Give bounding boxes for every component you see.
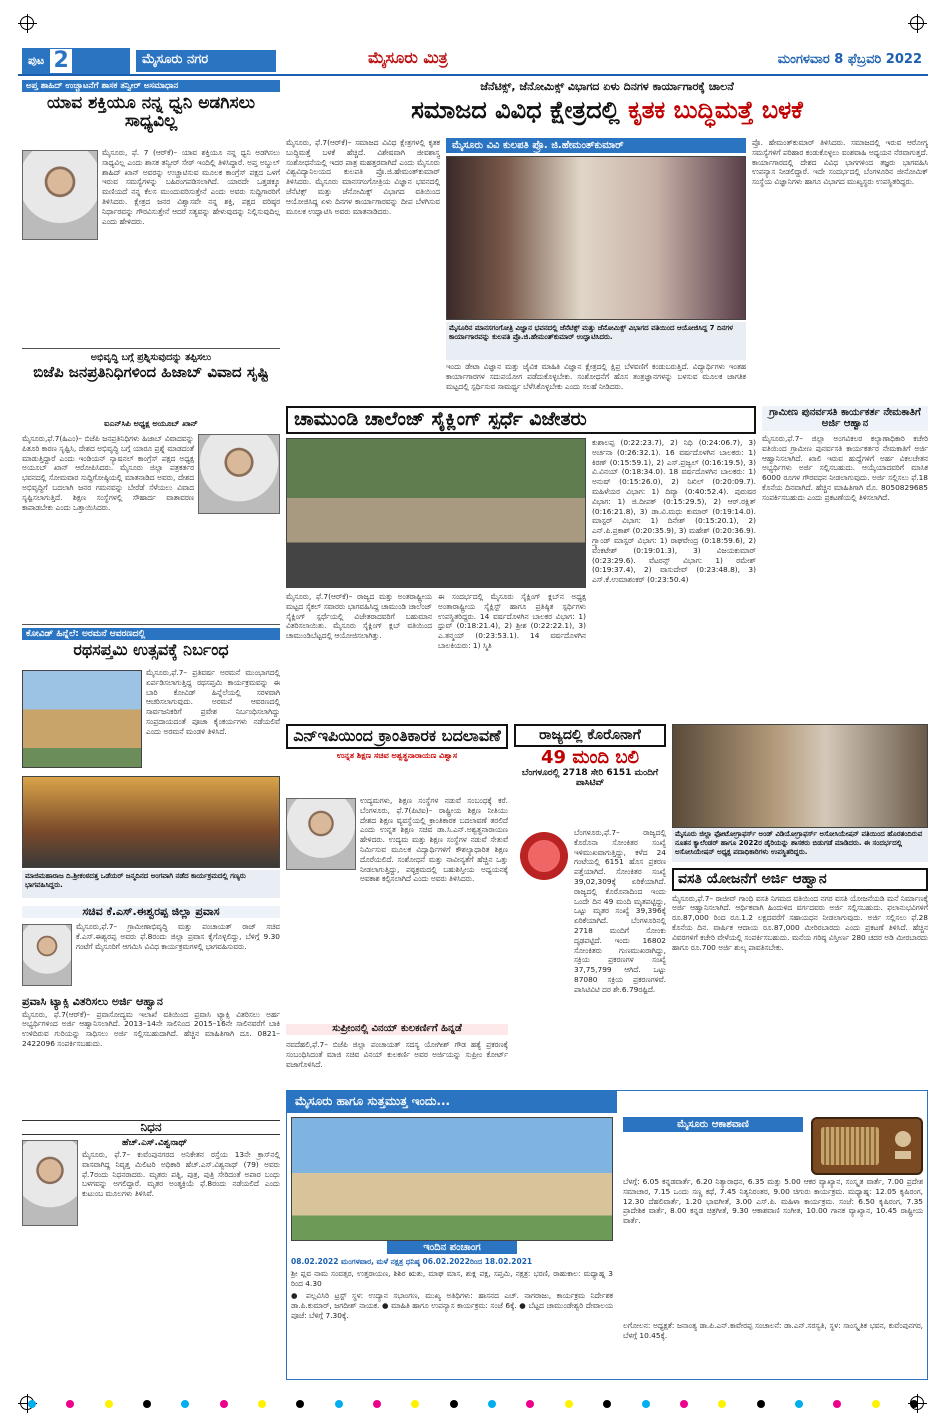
page-number: 2	[50, 49, 72, 73]
lead-headline-red: ಕೃತಕ ಬುದ್ಧಿಮತ್ತೆ ಬಳಕೆ	[628, 96, 803, 124]
registration-mark-icon	[20, 16, 34, 30]
photo-caption: ಮೈಸೂರು ಜಿಲ್ಲಾ ಫೋಟೋಗ್ರಾಫರ್ಸ್ ಅಂಡ್ ವಿಡಿಯೋಗ್ರಾಫರ್ಸ್ ಅಸೋಸಿಯೇಷನ್ ವತಿಯಿಂದ ಹೊರತಂದಿರುವ ನೂತನ ಕ್ಯಾಲೆಂಡರ್ ಹಾಗೂ 2022ರ ಡೈರಿಯನ್ನು ಶಾಸಕರು ಬಿಡುಗಡೆ ಮಾಡಿದರು. ಈ ಸಂದರ್ಭದಲ್ಲಿ ಅಸೋಸಿಯೇಷನ್ ಅಧ್ಯಕ್ಷ ಪದಾಧಿಕಾರಿಗಳು ಉಪಸ್ಥಿತರಿದ್ದರು.	[672, 828, 928, 862]
obit-body: ಮೈಸೂರು, ಫೆ.7– ಕುವೆಂಪುನಗರದ ಅನಿಕೇತನ ರಸ್ತೆಯ 13ನೇ ಕ್ರಾಸ್‌ನಲ್ಲಿ ವಾಸವಾಗಿದ್ದ ನಿವೃತ್ತ ಮಿಲಿಟರಿ ಅಧಿಕಾರಿ ಹೆಚ್.ಎಸ್.ವಿಶ್ವನಾಥ್ (79) ಅವರು ಫೆ.7ರಂದು ನಿಧನರಾದರು. ಮೃತರು ಪತ್ನಿ, ಪುತ್ರ, ಪುತ್ರಿ ಸೇರಿದಂತೆ ಅಪಾರ ಬಂಧು ಬಳಗವನ್ನು ಅಗಲಿದ್ದಾರೆ. ಮೃತರ ಅಂತ್ಯಕ್ರಿಯೆ ಫೆ.8ರಂದು ನಡೆಯಲಿದೆ ಎಂದು ಕುಟುಂಬ ಮೂಲಗಳು ತಿಳಿಸಿವೆ.	[82, 1150, 280, 1199]
obituary	[22, 1120, 280, 1228]
radio-title: ಮೈಸೂರು ಆಕಾಶವಾಣಿ	[623, 1117, 803, 1132]
story-headline: ಬಿಜೆಪಿ ಜನಪ್ರತಿನಿಧಿಗಳಿಂದ ಹಿಜಾಬ್ ವಿವಾದ ಸೃಷ್ಟಿ	[33, 365, 269, 381]
covid-subhead: ಬೆಂಗಳೂರಲ್ಲಿ 2718 ಸೇರಿ 6151 ಮಂದಿಗೆ ಪಾಸಿಟಿವ್	[521, 767, 659, 788]
panchanga-body: ಶ್ರೀ ಪ್ಲವ ನಾಮ ಸಂವತ್ಸರ, ಉತ್ತರಾಯಣ, ಶಿಶಿರ ಋತು, ಮಾಘ ಮಾಸ, ಶುಕ್ಲ ಪಕ್ಷ, ಸಪ್ತಮಿ, ನಕ್ಷತ್ರ: ಭರಣಿ, ರಾಹುಕಾಲ: ಮಧ್ಯಾಹ್ನ 3 ರಿಂದ 4.30	[291, 1269, 613, 1288]
story-headline: ಸಚಿವ ಕೆ.ಎಸ್.ಈಶ್ವರಪ್ಪ ಜಿಲ್ಲಾ ಪ್ರವಾಸ	[22, 906, 280, 918]
story-body: ಮೈಸೂರು,ಫೆ.7(ಹಿಎಂ)– ಬಿಜೆಪಿ ಜನಪ್ರತಿನಿಧಿಗಳು ಹಿಜಾಬ್ ವಿವಾದವನ್ನು ಪಿತೂರಿ ಕಾರಣ ಸೃಷ್ಟಿಸಿ, ದೇಶದ ಅಭಿವೃದ್ಧಿ ಬಗ್ಗೆ ಯಾರೂ ಪ್ರಶ್ನೆ ಮಾಡದಂತೆ ಮಾಡುತ್ತಿದ್ದಾರೆ ಎಂದು ಇಂಡಿಯನ್ ನ್ಯಾಷನಲ್ ಕಾಂಗ್ರೆಸ್ ಪಕ್ಷದ ಅಧ್ಯಕ್ಷ ಅಯೂಬ್ ಖಾನ್ ಆರೋಪಿಸಿದರು. ಮೈಸೂರು ಜಿಲ್ಲಾ ಪತ್ರಕರ್ತರ ಭವನದಲ್ಲಿ ಸೋಮವಾರ ಸುದ್ದಿಗೋಷ್ಠಿಯಲ್ಲಿ ಮಾತನಾಡಿದ ಅವರು, ದೇಶದ ಅಭಿವೃದ್ಧಿಗೆ ಬದಲಾಗಿ ಜನರ ಗಮನವನ್ನು ಬೇರೆಡೆ ಸೆಳೆಯಲು ವಿವಾದ ಸೃಷ್ಟಿಸಲಾಗುತ್ತಿದೆ. ಶಿಕ್ಷಣ ಸಂಸ್ಥೆಗಳಲ್ಲಿ ಸೌಹಾರ್ದ ವಾತಾವರಣ ಕಾಪಾಡಬೇಕು ಎಂದು ಒತ್ತಾಯಿಸಿದರು.	[22, 434, 194, 512]
story-headline: ರಥಸಪ್ತಮಿ ಉತ್ಸವಕ್ಕೆ ನಿರ್ಬಂಧ	[73, 640, 229, 659]
lamp-lighting-photo	[446, 156, 746, 320]
story-body: ಮೈಸೂರು, ಫೆ. 7 (ಆರ್‌ಕೆ)– ಯಾವ ಶಕ್ತಿಯೂ ನನ್ನ ಧ್ವನಿ ಅಡಗಿಸಲು ಸಾಧ್ಯವಿಲ್ಲ ಎಂದು ಶಾಸಕ ತನ್ವೀರ್ ಸೇಠ್ ಇಂದಿಲ್ಲಿ ತಿಳಿಸಿದ್ದಾರೆ. ಅಪ್ತ ಅಬ್ದುಲ್ ಶಾಹಿದ್ ಖಾನ್ ಅವರನ್ನು ಉಚ್ಚಾಟಿಸುವ ಮೂಲಕ ಕಾಂಗ್ರೆಸ್ ಪಕ್ಷದ ಒಳಗೆ ಇರುವ ಸಮಸ್ಯೆಗಳನ್ನು ಬಹಿರಂಗಪಡಿಸಲಾಗಿದೆ. ಯಾರದೇ ಒತ್ತಡಕ್ಕೂ ಮಣಿಯದೆ ನನ್ನ ಕೆಲಸ ಮುಂದುವರಿಸುತ್ತೇನೆ ಎಂದು ಅವರು ಸುದ್ದಿಗಾರರಿಗೆ ತಿಳಿಸಿದರು. ಕ್ಷೇತ್ರದ ಜನರ ವಿಶ್ವಾಸವೇ ನನ್ನ ಶಕ್ತಿ, ಪಕ್ಷದ ವರಿಷ್ಠರ ನಿರ್ಧಾರವನ್ನು ಗೌರವಿಸುತ್ತೇನೆ ಆದರೆ ಸತ್ಯವನ್ನು ಹೇಳುವುದನ್ನು ನಿಲ್ಲಿಸುವುದಿಲ್ಲ ಎಂದು ಹೇಳಿದರು.	[102, 148, 280, 226]
palace-photo	[22, 670, 142, 768]
page-header	[18, 46, 928, 76]
page-label: ಪುಟ	[28, 54, 45, 67]
story-kicker: ಅಭಿವೃದ್ಧಿ ಬಗ್ಗೆ ಪ್ರಶ್ನಿಸುವುದನ್ನು ತಪ್ಪಿಸಲು	[90, 352, 212, 363]
story-body: ಮೈಸೂರು,ಫೆ.7– ಗ್ರಾಮೀಣಾಭಿವೃದ್ಧಿ ಮತ್ತು ಪಂಚಾಯತ್ ರಾಜ್ ಸಚಿವ ಕೆ.ಎಸ್.ಈಶ್ವರಪ್ಪ ಅವರು ಫೆ.8ರಂದು ಜಿಲ್ಲಾ ಪ್ರವಾಸ ಕೈಗೊಳ್ಳಲಿದ್ದು, ಬೆಳಿಗ್ಗೆ 9.30 ಗಂಟೆಗೆ ಮೈಸೂರಿಗೆ ಆಗಮಿಸಿ ವಿವಿಧ ಕಾರ್ಯಕ್ರಮಗಳಲ್ಲಿ ಭಾಗವಹಿಸುವರು.	[76, 922, 280, 951]
events-list: ● ಪಲ್ಲವಿಸಿರಿ ಟ್ರಸ್ಟ್ ಸ್ಥಳ: ಉದ್ಯಾನ ಸಭಾಂಗಣ, ಮುಖ್ಯ ಅತಿಥಿಗಳು: ಹಾಸನದ ಎಚ್. ನಾಗರಾಜು, ಕಾರ್ಯಕ್ರಮ ನಿರ್ದೇಶಕ ಡಾ.ಪಿ.ಕುಮಾರ್, ಜಗದೀಶ್ ನಾಯಕ. ● ಮಾಹಿತಿ ಹಾಗೂ ಉಪನ್ಯಾಸ ಕಾರ್ಯಕ್ರಮ: ಸಂಜೆ 6ಕ್ಕೆ. ● ಬೆಟ್ಟದ ಚಾಮುಂಡೇಶ್ವರಿ ದೇವಾಲಯ ಪೂಜೆ: ಬೆಳಿಗ್ಗೆ 7.30ಕ್ಕೆ.	[291, 1291, 613, 1320]
panchanga-title: ಇಂದಿನ ಪಂಚಾಂಗ	[387, 1241, 517, 1254]
issue-date: ಮಂಗಳವಾರ 8 ಫೆಬ್ರವರಿ 2022	[777, 52, 922, 67]
divider	[22, 624, 280, 625]
story-body: ಮೈಸೂರು,ಫೆ.7– ಪ್ರತಿವರ್ಷ ಅರಮನೆ ಮುಂಭಾಗದಲ್ಲಿ ಏರ್ಪಡಿಸಲಾಗುತ್ತಿದ್ದ ರಥಸಪ್ತಮಿ ಕಾರ್ಯಕ್ರಮವನ್ನು ಈ ಬಾರಿ ಕೋವಿಡ್ ಹಿನ್ನೆಲೆಯಲ್ಲಿ ಸರಳವಾಗಿ ಆಚರಿಸಲಾಗುವುದು. ಅರಮನೆ ಆವರಣದಲ್ಲಿ ಸಾರ್ವಜನಿಕರಿಗೆ ಪ್ರವೇಶ ನಿರ್ಬಂಧಿಸಲಾಗಿದ್ದು ಸಂಪ್ರದಾಯದಂತೆ ಪೂಜಾ ಕೈಂಕರ್ಯಗಳು ನಡೆಯಲಿವೆ ಎಂದು ಅರಮನೆ ಮಂಡಳಿ ತಿಳಿಸಿದೆ.	[146, 668, 280, 736]
rural-rehab-story	[762, 406, 928, 718]
obit-title: ನಿಧನ	[22, 1120, 280, 1135]
cycling-story	[286, 406, 756, 718]
nep-second-headline: ಸುಪ್ರೀಂನಲ್ಲಿ ವಿನಯ್ ಕುಲಕರ್ಣಿಗೆ ಹಿನ್ನಡೆ	[286, 1024, 508, 1035]
story-taxi	[22, 996, 280, 1112]
housing-story	[672, 868, 928, 1084]
portrait-photo	[22, 150, 98, 240]
today-section	[286, 1090, 928, 1380]
section-name: ಮೈಸೂರು ನಗರ	[136, 50, 276, 72]
story-body: ಮೈಸೂರು,ಫೆ.7– ಜಿಲ್ಲಾ ಅಂಗವಿಕಲರ ಕಲ್ಯಾಣಾಧಿಕಾರಿ ಕಚೇರಿ ವತಿಯಿಂದ ಗ್ರಾಮೀಣ ಪುನರ್ವಸತಿ ಕಾರ್ಯಕರ್ತರ ನೇಮಕಾತಿಗೆ ಅರ್ಜಿ ಆಹ್ವಾನಿಸಲಾಗಿದೆ. ಖಾಲಿ ಇರುವ ಹುದ್ದೆಗಳಿಗೆ ಅರ್ಹ ವಿಕಲಚೇತನ ಅಭ್ಯರ್ಥಿಗಳು ಅರ್ಜಿ ಸಲ್ಲಿಸಬಹುದು. ಆಯ್ಕೆಯಾದವರಿಗೆ ಮಾಸಿಕ 6000 ರೂಗಳ ಗೌರವಧನ ನೀಡಲಾಗುವುದು. ಅರ್ಜಿ ಸಲ್ಲಿಸಲು ಫೆ.18 ಕೊನೆಯ ದಿನವಾಗಿದೆ. ಹೆಚ್ಚಿನ ಮಾಹಿತಿಗಾಗಿ ಮೊ. 8050829685 ಸಂಪರ್ಕಿಸಬಹುದು ಎಂದು ಪ್ರಕಟಣೆಯಲ್ಲಿ ತಿಳಿಸಲಾಗಿದೆ.	[762, 434, 928, 502]
story-rathasaptami	[22, 628, 280, 900]
covid-story	[514, 724, 666, 1084]
today-band: ಮೈಸೂರು ಹಾಗೂ ಸುತ್ತಮುತ್ತ ಇಂದು...	[287, 1091, 617, 1113]
panchanga-date: 08.02.2022 ಮಂಗಳವಾರ, ಮಳೆ ನಕ್ಷತ್ರ ಧನಿಷ್ಠ 06.02.2022ರಿಂದ 18.02.2021	[291, 1257, 533, 1266]
story-tanveer	[22, 80, 280, 344]
lead-headline	[286, 96, 928, 124]
nep-subhead: ಉನ್ನತ ಶಿಕ್ಷಣ ಸಚಿವ ಅಶ್ವತ್ಥನಾರಾಯಣ ವಿಶ್ವಾಸ	[336, 750, 458, 760]
cyclists-group-photo	[286, 438, 586, 588]
story-headline: ವಸತಿ ಯೋಜನೆಗೆ ಅರ್ಜಿ ಆಹ್ವಾನ	[672, 868, 928, 891]
lead-headline-black: ಸಮಾಜದ ವಿವಿಧ ಕ್ಷೇತ್ರದಲ್ಲಿ	[411, 96, 620, 124]
story-body: ಮೈಸೂರು, ಫೆ.7(ಆರ್‌ಕೆ)– ಪ್ರವಾಸೋದ್ಯಮ ಇಲಾಖೆ ವತಿಯಿಂದ ಪ್ರವಾಸಿ ಟ್ಯಾಕ್ಸಿ ವಿತರಿಸಲು ಅರ್ಹ ಅಭ್ಯರ್ಥಿಗಳಿಂದ ಅರ್ಜಿ ಆಹ್ವಾನಿಸಲಾಗಿದೆ. 2013–14ನೇ ಸಾಲಿನಿಂದ 2015–16ನೇ ಸಾಲಿನವರೆಗೆ ಬಾಕಿ ಉಳಿದಿರುವ ಗುರಿಯನ್ನು ಸಾಧಿಸಲು ಅರ್ಜಿ ಸಲ್ಲಿಸಬಹುದಾಗಿದೆ. ಹೆಚ್ಚಿನ ಮಾಹಿತಿಗಾಗಿ ದೂ. 0821–2422096 ಸಂಪರ್ಕಿಸಬಹುದು.	[22, 1009, 280, 1048]
portrait-photo	[22, 924, 72, 986]
portrait-photo	[198, 434, 280, 514]
story-headline: ಪ್ರವಾಸಿ ಟ್ಯಾಕ್ಸಿ ವಿತರಿಸಲು ಅರ್ಜಿ ಆಹ್ವಾನ	[22, 995, 163, 1008]
story-headline: ಯಾವ ಶಕ್ತಿಯೂ ನನ್ನ ಧ್ವನಿ ಅಡಗಿಸಲು ಸಾಧ್ಯವಿಲ್ಲ	[46, 95, 256, 131]
lead-body-left: ಮೈಸೂರು, ಫೆ.7(ಆರ್‌ಕೆ)– ಸಮಾಜದ ವಿವಿಧ ಕ್ಷೇತ್ರಗಳಲ್ಲಿ ಕೃತಕ ಬುದ್ಧಿಮತ್ತೆ ಬಳಕೆ ಹೆಚ್ಚಿದೆ. ವಿಶೇಷವಾಗಿ ಜೀವಶಾಸ್ತ್ರ ಸಂಶೋಧನೆಯಲ್ಲಿ ಇದರ ಪಾತ್ರ ಮಹತ್ತರವಾಗಿದೆ ಎಂದು ಮೈಸೂರು ವಿಶ್ವವಿದ್ಯಾನಿಲಯದ ಕುಲಪತಿ ಪ್ರೊ.ಜಿ.ಹೇಮಂತ್‌ಕುಮಾರ್ ತಿಳಿಸಿದರು. ಮೈಸೂರು ಮಾನಸಗಂಗೋತ್ರಿಯ ವಿಜ್ಞಾನ ಭವನದಲ್ಲಿ ಜೆನೆಟಿಕ್ಸ್ ಮತ್ತು ಜೆನೋಮಿಕ್ಸ್ ವಿಭಾಗದ ವತಿಯಿಂದ ಆಯೋಜಿಸಿದ್ದ ಏಳು ದಿನಗಳ ಕಾರ್ಯಾಗಾರವನ್ನು ದೀಪ ಬೆಳಗಿಸುವ ಮೂಲಕ ಉದ್ಘಾಟಿಸಿ ಅವರು ಮಾತನಾಡಿದರು.	[286, 138, 440, 216]
radio-body: ಬೆಳಗ್ಗೆ: 6.05 ಕನ್ನಡವಾರ್ತೆ, 6.20 ನಿತ್ಯಾರಾಧನ, 6.35 ಮತ್ತು 5.00 ಆಕರ ವ್ಯಾಖ್ಯಾನ, ಸಂಸ್ಕೃತ ವಾರ್ತೆ, 7.00 ಪ್ರದೇಶ ಸಮಾಚಾರ, 7.15 ಒಂದು ಸಣ್ಣ ಕಥೆ, 7.45 ನಿತ್ಯನಿರಂತರ, 9.00 ಚಿಗುರು ಕಾರ್ಯಕ್ರಮ. ಮಧ್ಯಾಹ್ನ: 12.05 ಕೃಷಿರಂಗ, 12.30 ದೆಹಲಿವಾರ್ತೆ, 1.20 ಭಾವಗೀತೆ, 3.00 ಎಸ್.ಪಿ. ಮಹಿಳಾ ಕಾರ್ಯಕ್ರಮ. ಸಂಜೆ: 6.50 ಕೃಷಿರಂಗ, 7.35 ಪ್ರಾದೇಶಿಕ ವಾರ್ತೆ, 8.00 ಕನ್ನಡ ಚಿತ್ರಗೀತೆ, 9.30 ಆಕಾಶವಾಣಿ ಸಂಗೀತ, 10.00 ಗಾನಕ ವ್ಯಾಖ್ಯಾನ, 10.45 ರಾಷ್ಟ್ರೀಯ ವಾರ್ತೆ.	[623, 1177, 923, 1226]
page-number-box	[22, 48, 130, 74]
event-photo	[22, 776, 280, 868]
story-hijab	[22, 352, 280, 620]
lead-body-right: ಪ್ರೊ. ಹೇಮಂತ್‌ಕುಮಾರ್ ತಿಳಿಸಿದರು. ಸಮಾಜದಲ್ಲಿ ಇರುವ ಆರೋಗ್ಯ ಸಮಸ್ಯೆಗಳಿಗೆ ಪರಿಹಾರ ಕಂಡುಕೊಳ್ಳಲು ವಂಶವಾಹಿ ಅಧ್ಯಯನ ನೆರವಾಗುತ್ತದೆ. ಕಾರ್ಯಾಗಾರದಲ್ಲಿ ದೇಶದ ವಿವಿಧ ಭಾಗಗಳಿಂದ ತಜ್ಞರು ಭಾಗವಹಿಸಿ ಉಪನ್ಯಾಸ ನೀಡಲಿದ್ದಾರೆ. ಇದೇ ಸಂದರ್ಭದಲ್ಲಿ ಬೆಂಗಳೂರಿನ ಜೀನೋಮಿಕ್ ಸಂಸ್ಥೆಯ ವಿಜ್ಞಾನಿಗಳು ಹಾಗೂ ವಿಭಾಗದ ಮುಖ್ಯಸ್ಥರು ಉಪಸ್ಥಿತರಿದ್ದರು.	[752, 138, 928, 187]
lead-body-mid: ಇಂದು ಡೇಟಾ ವಿಜ್ಞಾನ ಮತ್ತು ಜೈವಿಕ ಮಾಹಿತಿ ವಿಜ್ಞಾನ ಕ್ಷೇತ್ರದಲ್ಲಿ ಕ್ಷಿಪ್ರ ಬೆಳವಣಿಗೆ ಕಂಡುಬರುತ್ತಿದೆ. ವಿದ್ಯಾರ್ಥಿಗಳು ಇಂತಹ ಕಾರ್ಯಾಗಾರಗಳ ಸದುಪಯೋಗ ಪಡೆದುಕೊಳ್ಳಬೇಕು. ಸಂಶೋಧನೆಗೆ ಹೊಸ ತಂತ್ರಜ್ಞಾನಗಳನ್ನು ಬಳಸುವ ಮೂಲಕ ಜಾಗತಿಕ ಮಟ್ಟದಲ್ಲಿ ಸ್ಪರ್ಧಿಸುವ ಸಾಮರ್ಥ್ಯ ಬೆಳೆಸಿಕೊಳ್ಳಬೇಕು ಎಂದು ಸಲಹೆ ನೀಡಿದರು.	[446, 362, 746, 391]
story-byline: ಐಎನ್‌ಸಿಪಿ ಅಧ್ಯಕ್ಷ ಅಯೂಬ್ ಖಾನ್	[104, 419, 198, 428]
calendar-release	[672, 724, 928, 862]
lead-kicker: ಜೆನೆಟಿಕ್ಸ್, ಜೆನೋಮಿಕ್ಸ್ ವಿಭಾಗದ ಏಳು ದಿನಗಳ ಕಾರ್ಯಾಗಾರಕ್ಕೆ ಚಾಲನೆ	[480, 80, 734, 93]
divider	[22, 348, 280, 349]
calendar-release-photo	[672, 724, 928, 828]
covid-body: ಬೆಂಗಳೂರು,ಫೆ.7– ರಾಜ್ಯದಲ್ಲಿ ಕೊರೊನಾ ಸೋಂಕಿತರ ಸಂಖ್ಯೆ ಇಳಿಮುಖವಾಗುತ್ತಿದ್ದು, ಕಳೆದ 24 ಗಂಟೆಯಲ್ಲಿ 6151 ಹೊಸ ಪ್ರಕರಣ ಪತ್ತೆಯಾಗಿದೆ. ಸೋಂಕಿತರ ಸಂಖ್ಯೆ 39,02,309ಕ್ಕೆ ಏರಿಕೆಯಾಗಿದೆ. ರಾಜ್ಯದಲ್ಲಿ ಕೊರೊನಾದಿಂದ ಇಂದು ಒಂದೇ ದಿನ 49 ಮಂದಿ ಮೃತಪಟ್ಟಿದ್ದು, ಒಟ್ಟು ಮೃತರ ಸಂಖ್ಯೆ 39,396ಕ್ಕೆ ಏರಿಕೆಯಾಗಿದೆ. ಬೆಂಗಳೂರಿನಲ್ಲಿ 2718 ಮಂದಿಗೆ ಸೋಂಕು ದೃಢಪಟ್ಟಿದೆ. ಇಂದು 16802 ಸೋಂಕಿತರು ಗುಣಮುಖರಾಗಿದ್ದು, ಸಕ್ರಿಯ ಪ್ರಕರಣಗಳ ಸಂಖ್ಯೆ 37,75,799 ಆಗಿದೆ. ಒಟ್ಟು 87080 ಸಕ್ರಿಯ ಪ್ರಕರಣಗಳಿವೆ. ಪಾಸಿಟಿವಿಟಿ ದರ ಶೇ.6.79ರಷ್ಟಿದೆ.	[574, 828, 666, 994]
covid-headline: ರಾಜ್ಯದಲ್ಲಿ ಕೊರೊನಾಗೆ	[514, 724, 666, 747]
mysore-palace-photo	[291, 1117, 613, 1241]
story-kicker: ಕೋವಿಡ್ ಹಿನ್ನೆಲೆ: ಅರಮನೆ ಆವರಣದಲ್ಲಿ	[22, 628, 280, 640]
today-footer-note: ಲಗೋಲನ: ಅಧ್ಯಕ್ಷತೆ: ಜನಾಂತ್ಯ ಡಾ.ಪಿ.ಎನ್.ಕಾವೇರಪ್ಪ ಸಂಚಾಲನೆ: ಡಾ.ಎನ್.ಸರಸ್ವತಿ, ಸ್ಥಳ: ಸಾಂಸ್ಕೃತಿಕ ಭವನ, ಕುವೆಂಪುನಗರ, ಬೆಳಗ್ಗೆ 10.45ಕ್ಕೆ.	[623, 1321, 923, 1340]
left-column	[22, 80, 280, 1380]
lead-story	[286, 80, 928, 400]
lead-subhead: ಮೈಸೂರು ವಿವಿ ಕುಲಪತಿ ಪ್ರೊ. ಜಿ.ಹೇಮಂತ್‌ಕುಮಾರ್	[446, 138, 746, 153]
registration-mark-icon	[910, 16, 924, 30]
story-body: ಮೈಸೂರು,ಫೆ.7– ರಾಜೀವ್ ಗಾಂಧಿ ವಸತಿ ನಿಗಮದ ವತಿಯಿಂದ ನಗರ ವಸತಿ ಯೋಜನೆಯಡಿ ಮನೆ ನಿರ್ಮಾಣಕ್ಕೆ ಅರ್ಜಿ ಆಹ್ವಾನಿಸಲಾಗಿದೆ. ಆರ್ಥಿಕವಾಗಿ ಹಿಂದುಳಿದ ವರ್ಗದವರು ಅರ್ಜಿ ಸಲ್ಲಿಸಬಹುದು. ಫಲಾನುಭವಿಗಳಿಗೆ ರೂ.87,000 ರಿಂದ ರೂ.1.2 ಲಕ್ಷದವರೆಗೆ ಸಹಾಯಧನ ನೀಡಲಾಗುವುದು. ಅರ್ಜಿ ಸಲ್ಲಿಸಲು ಫೆ.28 ಕೊನೆಯ ದಿನ. ವಾರ್ಷಿಕ ಆದಾಯ ರೂ.87,000 ಮೀರಿರಬಾರದು ಎಂದು ಪ್ರಕಟಣೆ ತಿಳಿಸಿದೆ. ಹೆಚ್ಚಿನ ವಿವರಗಳಿಗೆ ಕಚೇರಿ ವೇಳೆಯಲ್ಲಿ ಸಂಪರ್ಕಿಸಬಹುದು. ಮನೆಯ ಗರಿಷ್ಠ ವಿಸ್ತೀರ್ಣ 280 ಚದರ ಅಡಿ ಮೀರಬಾರದು ಹಾಗೂ ರೂ.700 ಅರ್ಜಿ ಶುಲ್ಕ ಪಾವತಿಸಬೇಕು.	[672, 893, 928, 952]
photo-caption: ಮೈಸೂರಿನ ಮಾನಸಗಂಗೋತ್ರಿ ವಿಜ್ಞಾನ ಭವನದಲ್ಲಿ ಜೆನೆಟಿಕ್ಸ್ ಮತ್ತು ಜೆನೋಮಿಕ್ಸ್ ವಿಭಾಗದ ವತಿಯಿಂದ ಆಯೋಜಿಸಿದ್ದ 7 ದಿನಗಳ ಕಾರ್ಯಾಗಾರವನ್ನು ಕುಲಪತಿ ಪ್ರೊ.ಜಿ.ಹೇಮಂತ್‌ಕುಮಾರ್ ಉದ್ಘಾಟಿಸಿದರು.	[446, 322, 746, 360]
story-eshwarappa	[22, 906, 280, 990]
newspaper-page	[18, 46, 928, 1386]
cycling-body-left: ಮೈಸೂರು, ಫೆ.7(ಆರ್‌ಕೆ)– ರಾಜ್ಯದ ಮತ್ತು ಅಂತರಾಷ್ಟ್ರೀಯ ಮಟ್ಟದ ಸೈಕಲ್ ಸವಾರರು ಭಾಗವಹಿಸಿದ್ದ ಚಾಮುಂಡಿ ಚಾಲೆಂಜ್ ಸೈಕ್ಲಿಂಗ್ ಸ್ಪರ್ಧೆಯಲ್ಲಿ ವಿಜೇತರಾದವರಿಗೆ ಬಹುಮಾನ ವಿತರಿಸಲಾಯಿತು. ಮೈಸೂರು ಸೈಕ್ಲಿಂಗ್ ಕ್ಲಬ್ ವತಿಯಿಂದ ಚಾಮುಂಡಿಬೆಟ್ಟದಲ್ಲಿ ಆಯೋಜಿಸಲಾಗಿತ್ತು.	[286, 592, 432, 641]
cycling-headline: ಚಾಮುಂಡಿ ಚಾಲೆಂಜ್ ಸೈಕ್ಲಿಂಗ್ ಸ್ಪರ್ಧೆ ವಿಜೇತರು	[286, 406, 756, 434]
nep-headline: ಎನ್‌ಇಪಿಯಿಂದ ಕ್ರಾಂತಿಕಾರಕ ಬದಲಾವಣೆ	[286, 724, 508, 749]
cycling-results: ಕುಶಾಲಪ್ಪ (0:22:23.7), 2) ನಿಧಿ (0:24:06.7), 3) ಅರ್ಚನಾ (0:26:32.1). 16 ವರ್ಷದೊಳಗಿನ ಬಾಲಕರು: 1) ಕಿರಣ್ (0:15:59.1), 2) ಎಸ್.ಪ್ರಜ್ವಲ್ (0:16:19.5), 3) ವಿ.ವಿನಯ್ (0:18:34.0). 18 ವರ್ಷದೊಳಗಿನ ಬಾಲಕರು: 1) ಅನುಷ್ (0:15:26.0), 2) ನಿಖಿಲ್ (0:20:09.7). ಮಹಿಳೆಯರ ವಿಭಾಗ: 1) ದಿವ್ಯಾ (0:40:52.4). ಪುರುಷರ ವಿಭಾಗ: 1) ಜಿ.ದೀಪಕ್ (0:15:29.5), 2) ಆರ್.ರಕ್ಷಿತ್ (0:16:21.8), 3) ಡಾ.ವಿ.ಮಧು ಕುಮಾರ್ (0:19:14.0). ಮಾಸ್ಟರ್ ವಿಭಾಗ: 1) ದಿನೇಶ್ (0:15:20.1), 2) ಎನ್.ಪಿ.ಪ್ರಕಾಶ್ (0:20:35.9), 3) ಮಹೇಶ್ (0:20:36.9). ಗ್ರ್ಯಾಂಡ್ ಮಾಸ್ಟರ್ ವಿಭಾಗ: 1) ರಾಘವೇಂದ್ರ (0:18:59.6), 2) ವೆಂಕಟೇಶ್ (0:19:01.3), 3) ವಿಜಯಕುಮಾರ್ (0:23:29.6). ವೆಟರನ್ಸ್ ವಿಭಾಗ: 1) ರಮೇಶ್ (0:19:37.4), 2) ವಾಸುದೇವ್ (0:23:48.8), 3) ಎಸ್.ಕೆ.ಉಮಾಶಂಕರ್ (0:23:50.4)	[592, 438, 756, 585]
nep-story	[286, 724, 508, 1084]
story-headline: ಗ್ರಾಮೀಣ ಪುನರ್ವಸತಿ ಕಾರ್ಯಕರ್ತ ನೇಮಕಾತಿಗೆ ಅರ್ಜಿ ಆಹ್ವಾನ	[762, 406, 928, 431]
portrait-photo	[286, 798, 356, 870]
cycling-body-mid: ಈ ಸಂದರ್ಭದಲ್ಲಿ ಮೈಸೂರು ಸೈಕ್ಲಿಂಗ್ ಕ್ಲಬ್‌ನ ಅಧ್ಯಕ್ಷ ಅಂತಾರಾಷ್ಟ್ರೀಯ ಸೈಕ್ಲಿಸ್ಟ್ ಹಾಗೂ ಪ್ರತಿಷ್ಠಿತ ಸ್ಪರ್ಧಿಗಳು ಉಪಸ್ಥಿತರಿದ್ದರು. 14 ವರ್ಷದೊಳಗಿನ ಬಾಲಕರ ವಿಭಾಗ: 1) ಧ್ರುವ್ (0:18:21.4), 2) ಶ್ರೀಶ (0:22:22.1), 3) ಎ.ತನ್ಮಯ್ (0:23:53.1). 14 ವರ್ಷದೊಳಗಿನ ಬಾಲಕಿಯರು: 1) ಸ್ಮಿತಿ	[438, 592, 586, 650]
story-kicker: ಅಪ್ತ ಶಾಹಿದ್ ಉಚ್ಚಾಟನೆಗೆ ಶಾಸಕ ತನ್ವೀರ್ ಅಸಮಾಧಾನ	[22, 80, 280, 92]
portrait-photo	[22, 1140, 78, 1226]
nep-second-body: ನವದೆಹಲಿ,ಫೆ.7– ಬಿಜೆಪಿ ಜಿಲ್ಲಾ ಪಂಚಾಯತ್ ಸದಸ್ಯ ಯೋಗೀಶ್ ಗೌಡ ಹತ್ಯೆ ಪ್ರಕರಣಕ್ಕೆ ಸಂಬಂಧಿಸಿದಂತೆ ಮಾಜಿ ಸಚಿವ ವಿನಯ್ ಕುಲಕರ್ಣಿ ಅವರ ಅರ್ಜಿಯನ್ನು ಸುಪ್ರೀಂ ಕೋರ್ಟ್ ವಜಾಗೊಳಿಸಿದೆ.	[286, 1040, 508, 1069]
photo-caption: ಮಾಜಿಮಹಾರಾಜ ದಿ.ಶ್ರೀಕಂಠದತ್ತ ಒಡೆಯರ್ ಜನ್ಮದಿನದ ಅಂಗವಾಗಿ ನಡೆದ ಕಾರ್ಯಕ್ರಮದಲ್ಲಿ ಗಣ್ಯರು ಭಾಗವಹಿಸಿದ್ದರು.	[22, 870, 280, 898]
masthead: ಮೈಸೂರು ಮಿತ್ರ	[368, 48, 448, 67]
covid-deaths: 49 ಮಂದಿ ಬಲಿ	[541, 746, 639, 768]
color-calibration-dots	[28, 1400, 918, 1410]
nep-body: ಉದ್ಯಮಗಳು, ಶಿಕ್ಷಣ ಸಂಸ್ಥೆಗಳ ನಡುವೆ ಸಂಬಂಧಕ್ಕೆ ಕರೆ. ಬೆಂಗಳೂರು, ಫೆ.7(ಪಿಟಿಐ)– ರಾಷ್ಟ್ರೀಯ ಶಿಕ್ಷಣ ನೀತಿಯು ದೇಶದ ಶಿಕ್ಷಣ ವ್ಯವಸ್ಥೆಯಲ್ಲಿ ಕ್ರಾಂತಿಕಾರಕ ಬದಲಾವಣೆ ತರಲಿದೆ ಎಂದು ಉನ್ನತ ಶಿಕ್ಷಣ ಸಚಿವ ಡಾ.ಸಿ.ಎನ್.ಅಶ್ವತ್ಥನಾರಾಯಣ ಹೇಳಿದರು. ಉದ್ಯಮ ಮತ್ತು ಶಿಕ್ಷಣ ಸಂಸ್ಥೆಗಳ ನಡುವೆ ಸೇತುವೆ ನಿರ್ಮಿಸುವ ಮೂಲಕ ವಿದ್ಯಾರ್ಥಿಗಳಿಗೆ ಕೌಶಲ್ಯಾಧಾರಿತ ಶಿಕ್ಷಣ ದೊರೆಯಲಿದೆ. ಸಂಶೋಧನೆ ಮತ್ತು ನಾವೀನ್ಯತೆಗೆ ಹೆಚ್ಚಿನ ಒತ್ತು ನೀಡಲಾಗುತ್ತಿದ್ದು, ಪಠ್ಯಕ್ರಮದಲ್ಲಿ ಬಹುಶಿಸ್ತೀಯ ಅಧ್ಯಯನಕ್ಕೆ ಅವಕಾಶ ಕಲ್ಪಿಸಲಾಗಿದೆ ಎಂದು ಅವರು ತಿಳಿಸಿದರು.	[360, 796, 508, 884]
obit-name: ಹೆಚ್.ಎಸ್.ವಿಶ್ವನಾಥ್	[122, 1138, 188, 1148]
